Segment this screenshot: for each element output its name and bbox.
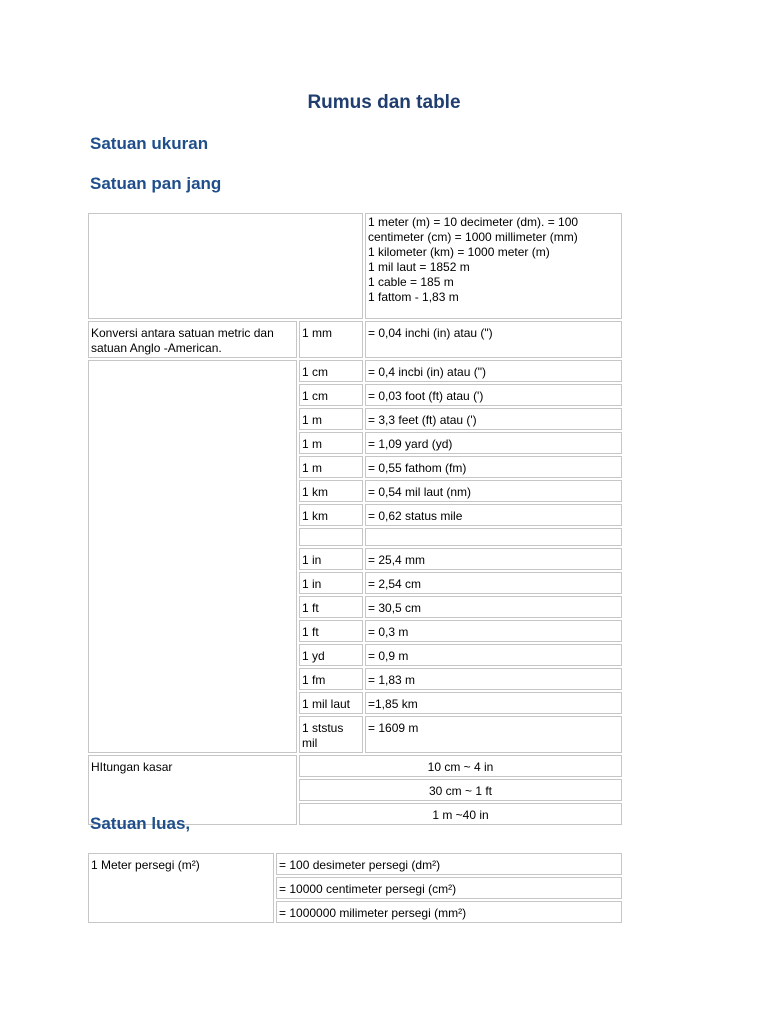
empty-label-cell (88, 360, 297, 753)
unit-cell (299, 528, 363, 546)
rough-cell: 1 m ~40 in (299, 803, 622, 825)
unit-cell: 1 cm (299, 384, 363, 406)
unit-cell: 1 km (299, 504, 363, 526)
value-cell: = 0,55 fathom (fm) (365, 456, 622, 478)
unit-cell: 1 yd (299, 644, 363, 666)
unit-cell: 1 in (299, 572, 363, 594)
value-cell (365, 528, 622, 546)
subsection-heading-length: Satuan pan jang (90, 174, 222, 193)
area-value-cell: = 10000 centimeter persegi (cm²) (276, 877, 622, 899)
unit-cell: 1 km (299, 480, 363, 502)
value-cell: = 0,04 inchi (in) atau (") (365, 321, 622, 358)
intro-line: 1 fattom - 1,83 m (368, 290, 459, 304)
unit-cell: 1 cm (299, 360, 363, 382)
value-cell: = 0,62 status mile (365, 504, 622, 526)
unit-cell: 1 fm (299, 668, 363, 690)
rough-cell: 10 cm ~ 4 in (299, 755, 622, 777)
value-cell: = 25,4 mm (365, 548, 622, 570)
unit-cell: 1 ft (299, 620, 363, 642)
intro-line: centimeter (cm) = 1000 millimeter (mm) (368, 230, 578, 244)
area-value-cell: = 100 desimeter persegi (dm²) (276, 853, 622, 875)
value-cell: =1,85 km (365, 692, 622, 714)
value-cell: = 0,9 m (365, 644, 622, 666)
area-value-cell: = 1000000 milimeter persegi (mm²) (276, 901, 622, 923)
conversion-label: Konversi antara satuan metric dan satuan Anglo -American. (88, 321, 297, 358)
value-cell: = 0,4 incbi (in) atau (") (365, 360, 622, 382)
rough-cell: 30 cm ~ 1 ft (299, 779, 622, 801)
value-cell: = 30,5 cm (365, 596, 622, 618)
value-cell: = 0,03 foot (ft) atau (') (365, 384, 622, 406)
unit-cell: 1 m (299, 432, 363, 454)
value-cell: = 0,54 mil laut (nm) (365, 480, 622, 502)
value-cell: = 1609 m (365, 716, 622, 753)
subsection-heading-area: Satuan luas, (90, 814, 191, 833)
intro-cell (365, 213, 622, 319)
empty-cell (88, 213, 363, 319)
value-cell: = 1,09 yard (yd) (365, 432, 622, 454)
unit-cell: 1 mm (299, 321, 363, 358)
value-cell: = 0,3 m (365, 620, 622, 642)
unit-cell: 1 ststus mil (299, 716, 363, 753)
intro-line: 1 meter (m) = 10 decimeter (dm). = 100 (368, 215, 579, 229)
unit-cell: 1 m (299, 408, 363, 430)
area-table (86, 851, 624, 925)
length-table (86, 211, 624, 827)
value-cell: = 1,83 m (365, 668, 622, 690)
area-label: 1 Meter persegi (m²) (88, 853, 274, 923)
unit-cell: 1 in (299, 548, 363, 570)
page-title: Rumus dan table (307, 92, 461, 113)
intro-line: 1 kilometer (km) = 1000 meter (m) (368, 245, 550, 259)
value-cell: = 2,54 cm (365, 572, 622, 594)
intro-line: 1 mil laut = 1852 m (368, 260, 470, 274)
rough-label: HItungan kasar (88, 755, 297, 825)
section-heading: Satuan ukuran (90, 134, 209, 153)
value-cell: = 3,3 feet (ft) atau (') (365, 408, 622, 430)
unit-cell: 1 ft (299, 596, 363, 618)
unit-cell: 1 m (299, 456, 363, 478)
intro-line: 1 cable = 185 m (368, 275, 454, 289)
unit-cell: 1 mil laut (299, 692, 363, 714)
